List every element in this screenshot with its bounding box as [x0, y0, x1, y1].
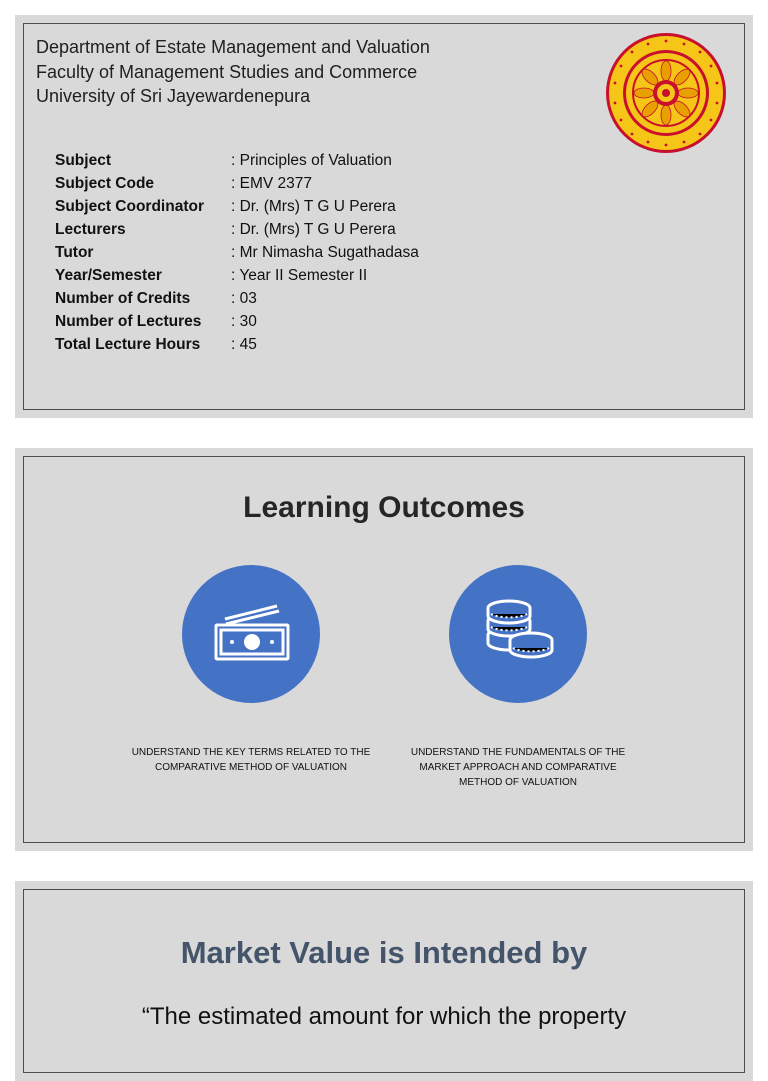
course-detail-row [55, 264, 419, 287]
detail-label: Subject Code [55, 174, 155, 192]
detail-label: Total Lecture Hours [55, 336, 201, 354]
course-detail-row [55, 218, 419, 241]
detail-value: : 45 [231, 336, 257, 354]
course-detail-row [55, 311, 419, 334]
university-name: University of Sri Jayewardenepura [36, 86, 311, 106]
course-detail-row [55, 195, 419, 218]
market-value-quote: “The estimated amount for which the property [141, 1003, 627, 1030]
university-seal-icon [604, 31, 728, 155]
market-value-slide [15, 881, 753, 1081]
course-detail-row [55, 172, 419, 195]
detail-label: Year/Semester [55, 267, 162, 285]
learning-outcomes-slide [15, 448, 753, 851]
detail-value: : EMV 2377 [231, 174, 312, 192]
learning-outcomes-title: Learning Outcomes [243, 491, 525, 524]
detail-value: : 03 [231, 290, 257, 308]
slide-border [23, 889, 745, 1073]
course-info-slide [15, 15, 753, 418]
detail-label: Lecturers [55, 220, 126, 238]
detail-label: Tutor [55, 243, 94, 261]
detail-label: Number of Credits [55, 290, 191, 308]
department-header [36, 35, 430, 109]
detail-value: : Principles of Valuation [231, 151, 392, 169]
faculty-name: Faculty of Management Studies and Commerce [36, 61, 418, 82]
detail-label: Number of Lectures [55, 313, 202, 331]
department-name: Department of Estate Management and Valuation [36, 37, 430, 57]
detail-value: : Dr. (Mrs) T G U Perera [231, 197, 396, 215]
detail-label: Subject [55, 151, 111, 169]
detail-value: : Dr. (Mrs) T G U Perera [231, 220, 396, 238]
course-detail-row [55, 241, 419, 264]
market-value-title: Market Value is Intended by [180, 935, 588, 970]
detail-value: : 30 [231, 313, 257, 331]
detail-value: : Mr Nimasha Sugathadasa [231, 243, 419, 261]
course-details-table [55, 149, 419, 357]
learning-outcome-text: UNDERSTAND THE FUNDAMENTALS OF THE MARKET APPROACH AND COMPARATIVE METHOD OF VALUATION [410, 747, 626, 788]
course-detail-row [55, 334, 419, 357]
learning-outcome-text: UNDERSTAND THE KEY TERMS RELATED TO THE COMPARATIVE METHOD OF VALUATION [131, 747, 371, 773]
coins-icon [449, 565, 587, 703]
detail-label: Subject Coordinator [55, 197, 204, 215]
course-detail-row [55, 288, 419, 311]
slide-border [23, 23, 745, 410]
course-detail-row [55, 149, 419, 172]
slide-border [23, 456, 745, 843]
cash-icon [182, 565, 320, 703]
detail-value: : Year II Semester II [231, 267, 368, 285]
